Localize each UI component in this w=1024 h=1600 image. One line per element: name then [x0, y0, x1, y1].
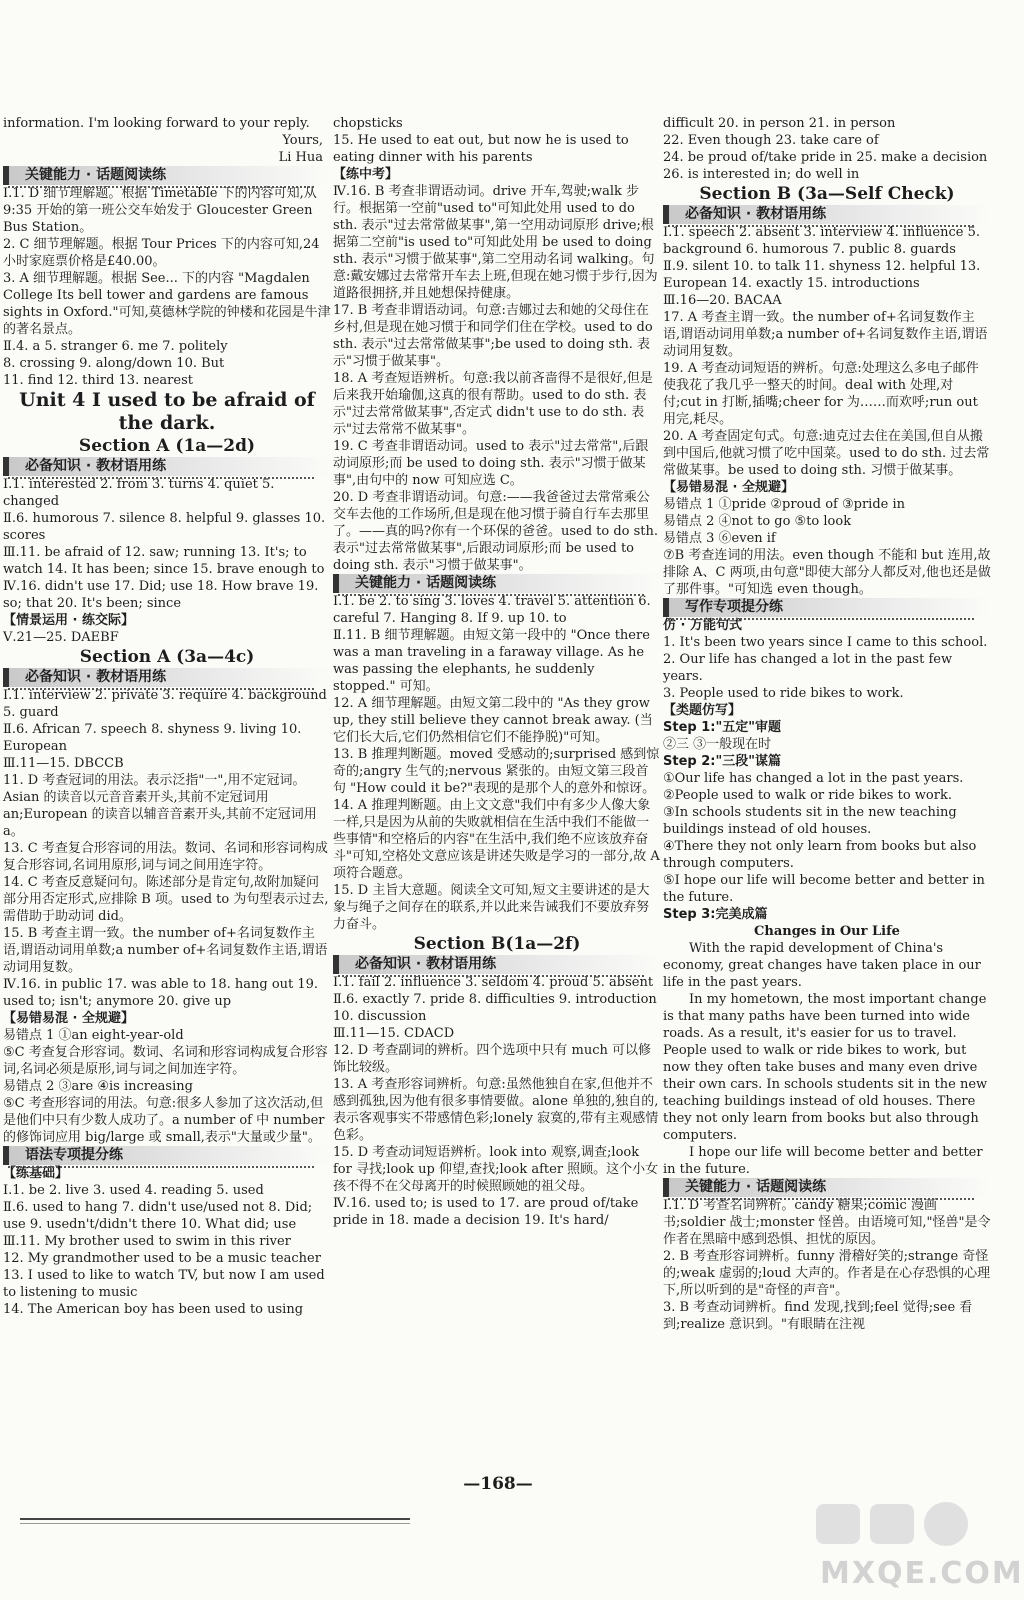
footer-rule	[20, 1518, 410, 1520]
answer-line: Ⅰ.1. be 2. to sing 3. loves 4. travel 5. attention 6. careful 7. Hanging 8. If 9. up 10. to	[333, 594, 651, 626]
answer-line: 15. He used to eat out, but now he is used to eating dinner with his parents	[333, 133, 629, 165]
answer-line: ③In schools students sit in the new teaching buildings instead of old houses.	[663, 805, 957, 837]
answer-line: 易错点 1 ①an eight-year-old	[3, 1028, 184, 1043]
answer-line: 1. It's been two years since I came to this school.	[663, 635, 988, 650]
answer-line: information. I'm looking forward to your reply.	[3, 116, 310, 131]
answer-line: Ⅱ.9. silent 10. to talk 11. shyness 12. helpful 13. European 14. exactly 15. introductions	[663, 259, 981, 291]
answer-line: 20. A 考查固定句式。句意:迪克过去住在美国,但自从搬到中国后,他就习惯了吃中国菜。used to do sth. 过去常常做某事。be used to doing sth. 习惯于做某事。	[663, 429, 990, 478]
answer-line: 易错点 1 ①pride ②proud of ③pride in	[663, 497, 906, 512]
answer-line: Ⅰ.1. speech 2. absent 3. interview 4. influence 5. background 6. humorous 7. public 8. guards	[663, 225, 981, 257]
answer-line: ⑦B 考查连词的用法。even though 不能和 but 连用,故排除 A、C 两项,由句意"即使大部分人都反对,他也还是做了那件事。"可知选 even though。	[663, 548, 991, 597]
answer-line: Ⅱ.6. humorous 7. silence 8. helpful 9. glasses 10. scores	[3, 511, 326, 543]
answer-line: 2. C 细节理解题。根据 Tour Prices 下的内容可知,24 小时家庭票价格是£40.00。	[3, 237, 320, 269]
essay-paragraph: With the rapid development of China's economy, great changes have taken place in our life in the past years.	[663, 941, 981, 990]
answer-line: ①Our life has changed a lot in the past years.	[663, 771, 964, 786]
subsection-tag: 【练中考】	[333, 167, 399, 182]
answer-line: 14. A 推理判断题。由上文文意"我们中有多少人像大象一样,只是因为从前的失败就相信在生活中我们不能做一些事情"和空格后的内容"在生活中,我们绝不应该放弃奋斗"可知,空格处文意应该是讲述失败是学习的一部分,故 A 项符合题意。	[333, 798, 660, 881]
answer-line: 14. C 考查反意疑问句。陈述部分是肯定句,故附加疑问部分用否定形式,应排除 B 项。used to 为句型表示过去,需借助于助动词 did。	[3, 875, 329, 924]
answer-line: 12. A 细节理解题。由短文第二段中的 "As they grow up, they still believe they cannot break away. (当它们长大后,它们仍然相信它们不能挣脱)"可知。	[333, 696, 653, 745]
section-title: Section B(1a—2f)	[413, 934, 581, 954]
answer-line: Ⅰ.1. fail 2. influence 3. seldom 4. proud 5. absent	[333, 975, 654, 990]
answer-line: 2. B 考查形容词辨析。funny 滑稽好笑的;strange 奇怪的;weak 虚弱的;loud 大声的。作者是在心存恐惧的心理下,所以听到的是"奇怪的声音"。	[663, 1249, 991, 1298]
answer-line: 3. A 细节理解题。根据 See... 下的内容 "Magdalen College Its bell tower and gardens are famous sights in Oxford."可知,莫德林学院的钟楼和花园是牛津的著名景点。	[3, 271, 331, 337]
answer-line: 13. C 考查复合形容词的用法。数词、名词和形容词构成复合形容词,名词用原形,词与词之间用连字符。	[3, 841, 328, 873]
answer-line: Ⅳ.16. B 考查非谓语动词。drive 开车,驾驶;walk 步行。根据第一空前"used to"可知此处用 used to do sth. 表示"过去常常做某事",第一空用动词原形 drive;根据第二空前"is used to"可知此处用 be used to doing sth. 表示"习惯于做某事",第二空用动名词 walking。句意:戴安娜过去常常开车去上班,但现在她习惯于步行,因为道路很拥挤,并且她想保持健康。	[333, 184, 658, 301]
section-banner: 语法专项提分练	[3, 1146, 331, 1165]
answer-line: 12. D 考查副词的辨析。四个选项中只有 much 可以修饰比较级。	[333, 1043, 651, 1075]
answer-line: Ⅰ.1. interview 2. private 3. require 4. background 5. guard	[3, 688, 327, 720]
section-banner: 关键能力 · 话题阅读练	[3, 166, 331, 185]
column-middle	[333, 115, 661, 1500]
essay-paragraph: In my hometown, the most important change is that many paths have been turned into wide roads. As a result, it's easier for us to travel. People used to walk or ride bikes to work, but now they often take buses and many even drive their own cars. In schools students sit in the new teaching buildings instead of old houses. There they not only learn from books but also through computers.	[663, 992, 988, 1143]
section-banner: 写作专项提分练	[663, 598, 991, 617]
answer-line: ②People used to walk or ride bikes to work.	[663, 788, 952, 803]
section-banner: 必备知识 · 教材语用练	[3, 668, 331, 687]
answer-line: 易错点 3 ⑥even if	[663, 531, 776, 546]
answer-line: 19. C 考查非谓语动词。used to 表示"过去常常",后跟动词原形;而 be used to doing sth. 表示"习惯于做某事",由句中的 now 可知应选 C。	[333, 439, 649, 488]
answer-line: Ⅲ.11—15. DBCCB	[3, 756, 124, 771]
answer-line: Ⅲ.16—20. BACAA	[663, 293, 782, 308]
answer-line: Ⅰ.1. D 考查名词辨析。candy 糖果;comic 漫画书;soldier 战士;monster 怪兽。由语境可知,"怪兽"是令作者在黑暗中感到恐惧、担忧的原因。	[663, 1198, 991, 1247]
section-title: Section A (1a—2d)	[78, 436, 256, 456]
signature-line: Yours,	[282, 133, 323, 148]
section-banner: 必备知识 · 教材语用练	[3, 457, 331, 476]
footer-rule-thin	[20, 1523, 410, 1524]
answer-line: difficult 20. in person 21. in person	[663, 116, 896, 131]
subsection-tag: 【易错易混 · 全规避】	[3, 1011, 134, 1026]
answer-line: ②三 ③一般现在时	[663, 737, 772, 752]
section-banner: 关键能力 · 话题阅读练	[333, 574, 661, 593]
page-number: —168—	[463, 1474, 533, 1494]
answer-line: Ⅳ.16. didn't use 17. Did; use 18. How brave 19. so; that 20. It's been; since	[3, 579, 319, 611]
answer-line: ⑤C 考查形容词的用法。句意:很多人参加了这次活动,但是他们中只有少数人成功了。a number of 中 number 的修饰词应用 big/large 或 small,表示"大量或少量"。	[3, 1096, 325, 1145]
watermark-text: MXQE.COM	[820, 1556, 1024, 1591]
answer-line: Ⅱ.4. a 5. stranger 6. me 7. politely	[3, 339, 228, 354]
essay-paragraph: I hope our life will become better and better in the future.	[663, 1145, 983, 1177]
answer-line: Ⅳ.16. in public 17. was able to 18. hang out 19. used to; isn't; anymore 20. give up	[3, 977, 319, 1009]
answer-line: 2. Our life has changed a lot in the past few years.	[663, 652, 953, 684]
subsection-tag: 【情景运用 · 练交际】	[3, 613, 134, 628]
answer-line: 24. be proud of/take pride in 25. make a decision 26. is interested in; do well in	[663, 150, 988, 182]
section-title: Section B (3a—Self Check)	[699, 184, 955, 204]
answer-line: Ⅲ.11—15. CDACD	[333, 1026, 455, 1041]
answer-line: Ⅲ.11. be afraid of 12. saw; running 13. It's; to watch 14. It has been; since 15. brave enough to	[3, 545, 325, 577]
answer-line: 14. The American boy has been used to using	[3, 1302, 304, 1317]
answer-line: 8. crossing 9. along/down 10. But	[3, 356, 225, 371]
answer-line: Ⅲ.11. My brother used to swim in this river	[3, 1234, 291, 1249]
answer-line: ⑤C 考查复合形容词。数词、名词和形容词构成复合形容词,名词必须是原形,词与词之间加连字符。	[3, 1045, 328, 1077]
answer-line: ④There they not only learn from books but also through computers.	[663, 839, 977, 871]
signature-line: Li Hua	[278, 150, 323, 165]
answer-line: 易错点 2 ④not to go ⑤to look	[663, 514, 852, 529]
answer-line: 3. B 考查动词辨析。find 发现,找到;feel 觉得;see 看到;realize 意识到。"有眼睛在注视	[663, 1300, 973, 1332]
answer-line: 15. D 主旨大意题。阅读全文可知,短文主要讲述的是大象与绳子之间存在的联系,并以此来告诫我们不要放弃努力奋斗。	[333, 883, 650, 932]
subsection-tag: Step 1:"五定"审题	[663, 720, 782, 735]
answer-line: 15. B 考查主谓一致。the number of+名词复数作主语,谓语动词用单数;a number of+名词复数作主语,谓语动词用复数。	[3, 926, 328, 975]
answer-line: chopsticks	[333, 116, 403, 131]
answer-line: Ⅰ.1. be 2. live 3. used 4. reading 5. used	[3, 1183, 264, 1198]
section-banner: 必备知识 · 教材语用练	[663, 205, 991, 224]
answer-line: 11. find 12. third 13. nearest	[3, 373, 193, 388]
answer-line: Ⅳ.16. used to; is used to 17. are proud of/take pride in 18. made a decision 19. It's hard/	[333, 1196, 639, 1228]
answer-line: Ⅰ.1. D 细节理解题。根据 Timetable 下的内容可知,从 9:35 开始的第一班公交车始发于 Gloucester Green Bus Station。	[3, 186, 317, 235]
subsection-tag: 【类题仿写】	[663, 703, 742, 718]
column-left	[3, 115, 331, 1500]
answer-line: Ⅰ.1. interested 2. from 3. turns 4. quiet 5. changed	[3, 477, 275, 509]
answer-line: 13. A 考查形容词辨析。句意:虽然他独自在家,但他并不感到孤独,因为他有很多事情要做。alone 单独的,独自的,表示客观事实不带感情色彩;lonely 寂寞的,带有主观感情色彩。	[333, 1077, 659, 1143]
answer-line: 22. Even though 23. take care of	[663, 133, 879, 148]
answer-line: Ⅱ.6. used to hang 7. didn't use/used not 8. Did; use 9. usedn't/didn't there 10. What did; use	[3, 1200, 313, 1232]
answer-line: 3. People used to ride bikes to work.	[663, 686, 904, 701]
section-banner: 必备知识 · 教材语用练	[333, 955, 661, 974]
subsection-tag: 仿 · 万能句式	[663, 618, 742, 633]
answer-line: 17. B 考查非谓语动词。句意:吉娜过去和她的父母住在乡村,但是现在她习惯于和同学们住在学校。used to do sth. 表示"过去常常做某事";be used to doing sth. 表示"习惯于做某事"。	[333, 303, 653, 369]
answer-line: Ⅱ.6. exactly 7. pride 8. difficulties 9. introduction 10. discussion	[333, 992, 657, 1024]
essay-title: Changes in Our Life	[754, 924, 900, 939]
column-right	[663, 115, 991, 1500]
subsection-tag: 【练基础】	[3, 1166, 69, 1181]
answer-line: 13. B 推理判断题。moved 受感动的;surprised 感到惊奇的;angry 生气的;nervous 紧张的。由短文第三段首句 "How could it be?"表现的是那个人的意外和惊讶。	[333, 747, 660, 796]
answer-line: Ⅱ.6. African 7. speech 8. shyness 9. living 10. European	[3, 722, 302, 754]
answer-line: 20. D 考查非谓语动词。句意:——我爸爸过去常常乘公交车去他的工作场所,但是现在他习惯于骑自行车去那里了。——真的吗?你有一个环保的爸爸。used to do sth. 表示"过去常常做某事",后跟动词原形;而 be used to doing sth. 表示"习惯于做某事"。	[333, 490, 659, 573]
answer-line: 13. I used to like to watch TV, but now I am used to listening to music	[3, 1268, 325, 1300]
answer-line: Ⅱ.11. B 细节理解题。由短文第一段中的 "Once there was a man traveling in a faraway village. As he was passing the elephants, he suddenly stopped." 可知。	[333, 628, 650, 694]
subsection-tag: 【易错易混 · 全规避】	[663, 480, 794, 495]
answer-line: ⑤I hope our life will become better and better in the future.	[663, 873, 985, 905]
section-title: Section A (3a—4c)	[79, 647, 255, 667]
answer-line: 15. D 考查动词短语辨析。look into 观察,调查;look for 寻找;look up 仰望,查找;look after 照顾。这个小女孩不得不在父母离开的时候照顾她的祖父母。	[333, 1145, 659, 1194]
subsection-tag: Step 3:完美成篇	[663, 907, 768, 922]
answer-line: Ⅴ.21—25. DAEBF	[3, 630, 119, 645]
section-banner: 关键能力 · 话题阅读练	[663, 1178, 991, 1197]
answer-line: 17. A 考查主谓一致。the number of+名词复数作主语,谓语动词用单数;a number of+名词复数作主语,谓语动词用复数。	[663, 310, 988, 359]
answer-line: 12. My grandmother used to be a music teacher	[3, 1251, 321, 1266]
subsection-tag: Step 2:"三段"谋篇	[663, 754, 782, 769]
answer-line: 11. D 考查冠词的用法。表示泛指"一",用不定冠词。Asian 的读音以元音音素开头,其前不定冠词用 an;European 的读音以辅音音素开头,其前不定冠词用 a。	[3, 773, 317, 839]
answer-line: 18. A 考查短语辨析。句意:我以前吝啬得不是很好,但是后来我开始瑜伽,这真的很有帮助。used to do sth. 表示"过去常常做某事",否定式 didn't use to do sth. 表示"过去常常不做某事"。	[333, 371, 653, 437]
answer-line: 19. A 考查动词短语的辨析。句意:处理这么多电子邮件使我花了我几乎一整天的时间。deal with 处理,对付;cut in 打断,插嘴;cheer for 为……而欢呼;run out 用完,耗尽。	[663, 361, 979, 427]
unit-title: Unit 4 I used to be afraid of the dark.	[19, 389, 315, 434]
answer-line: 易错点 2 ③are ④is increasing	[3, 1079, 193, 1094]
